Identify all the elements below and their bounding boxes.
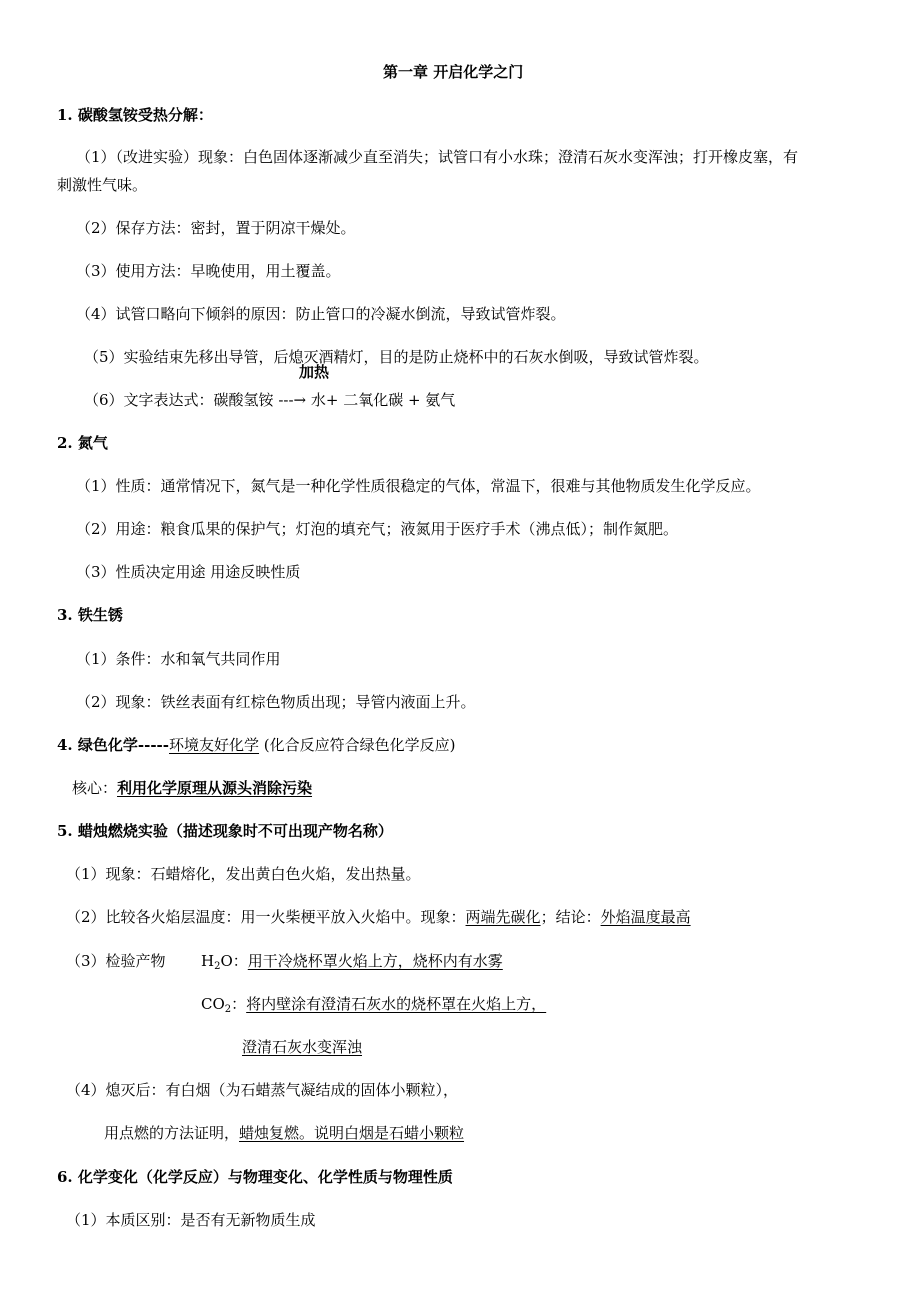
co2-formula: CO — [201, 995, 225, 1013]
s5-item-4b — [104, 1123, 464, 1143]
s5-item-1: （1）现象：石蜡熔化，发出黄白色火焰，发出热量。 — [66, 865, 421, 883]
s3-item-2: （2）现象：铁丝表面有红棕色物质出现；导管内液面上升。 — [76, 693, 476, 711]
s4-prefix: 4. 绿色化学----- — [57, 736, 170, 754]
s4-note: (化合反应符合绿色化学反应) — [259, 736, 456, 754]
co2-suffix: ： — [231, 995, 247, 1013]
s2-item-2: （2）用途：粮食瓜果的保护气；灯泡的填充气；液氮用于医疗手术（沸点低）；制作氮肥。 — [76, 520, 679, 538]
s5-item-2-conclusion: 外焰温度最高 — [600, 908, 691, 926]
section-3-heading: 3. 铁生锈 — [57, 606, 123, 624]
s4-core-text: 利用化学原理从源头消除污染 — [117, 779, 313, 797]
h2o-formula: H — [201, 952, 215, 970]
s1-item-5: （5）实验结束先移出导管，后熄灭酒精灯，目的是防止烧杯中的石灰水倒吸，导致试管炸裂。 — [84, 348, 709, 366]
s5-h2o-line — [201, 951, 503, 977]
s2-item-1: （1）性质：通常情况下，氮气是一种化学性质很稳定的气体，常温下，很难与其他物质发生化学反应。 — [76, 477, 761, 495]
s5-item-4b-prefix: 用点燃的方法证明， — [104, 1124, 240, 1142]
chapter-title: 第一章 开启化学之门 — [383, 63, 524, 81]
h2o-test: 用干冷烧杯罩火焰上方，烧杯内有水雾 — [247, 952, 503, 970]
s4-core-label: 核心： — [72, 779, 118, 797]
co2-test-continued: 澄清石灰水变浑浊 — [242, 1038, 363, 1056]
section-4-line — [57, 735, 456, 755]
s6-item-1: （1）本质区别：是否有无新物质生成 — [66, 1211, 316, 1229]
section-1-heading: 1. 碳酸氢铵受热分解： — [57, 106, 213, 124]
s5-item-4b-text: 蜡烛复燃。说明白烟是石蜡小颗粒 — [239, 1124, 465, 1142]
s3-item-1: （1）条件：水和氧气共同作用 — [76, 650, 281, 668]
s4-underlined: 环境友好化学 — [169, 736, 260, 754]
section-2-heading: 2. 氮气 — [57, 434, 108, 452]
co2-subscript: 2 — [224, 1004, 232, 1015]
co2-test: 将内壁涂有澄清石灰水的烧杯罩在火焰上方， — [246, 995, 547, 1013]
s1-item-3: （3）使用方法：早晚使用，用土覆盖。 — [76, 262, 341, 280]
s5-item-2-mid: ；结论： — [540, 908, 601, 926]
s5-item-2-observation: 两端先碳化 — [465, 908, 541, 926]
s5-item-3-label: （3）检验产物 — [66, 952, 166, 970]
s5-item-2 — [66, 907, 691, 927]
s2-item-3: （3）性质决定用途 用途反映性质 — [76, 563, 301, 581]
s5-item-2-prefix: （2）比较各火焰层温度：用一火柴梗平放入火焰中。现象： — [66, 908, 466, 926]
s5-co2-line — [201, 994, 546, 1020]
s1-item-6: （6）文字表达式：碳酸氢铵 ---→ 水+ 二氧化碳 + 氨气 — [84, 391, 456, 409]
h2o-suffix: O： — [220, 952, 248, 970]
section-5-heading: 5. 蜡烛燃烧实验（描述现象时不可出现产物名称） — [57, 822, 393, 840]
s5-item-4: （4）熄灭后：有白烟（为石蜡蒸气凝结成的固体小颗粒）， — [66, 1081, 459, 1099]
section-6-heading: 6. 化学变化（化学反应）与物理变化、化学性质与物理性质 — [57, 1168, 453, 1186]
s4-core-line — [72, 778, 312, 798]
s1-item-4: （4）试管口略向下倾斜的原因：防止管口的冷凝水倒流，导致试管炸裂。 — [76, 305, 566, 323]
h2o-subscript: 2 — [214, 961, 221, 972]
s1-item-1b: 刺激性气味。 — [57, 176, 148, 194]
s1-item-1a: （1）（改进实验）现象：白色固体逐渐减少直至消失；试管口有小水珠；澄清石灰水变浑浊；打开橡皮塞，有 — [76, 148, 799, 166]
reaction-condition: 加热 — [299, 363, 330, 381]
s1-item-2: （2）保存方法：密封，置于阴凉干燥处。 — [76, 219, 356, 237]
